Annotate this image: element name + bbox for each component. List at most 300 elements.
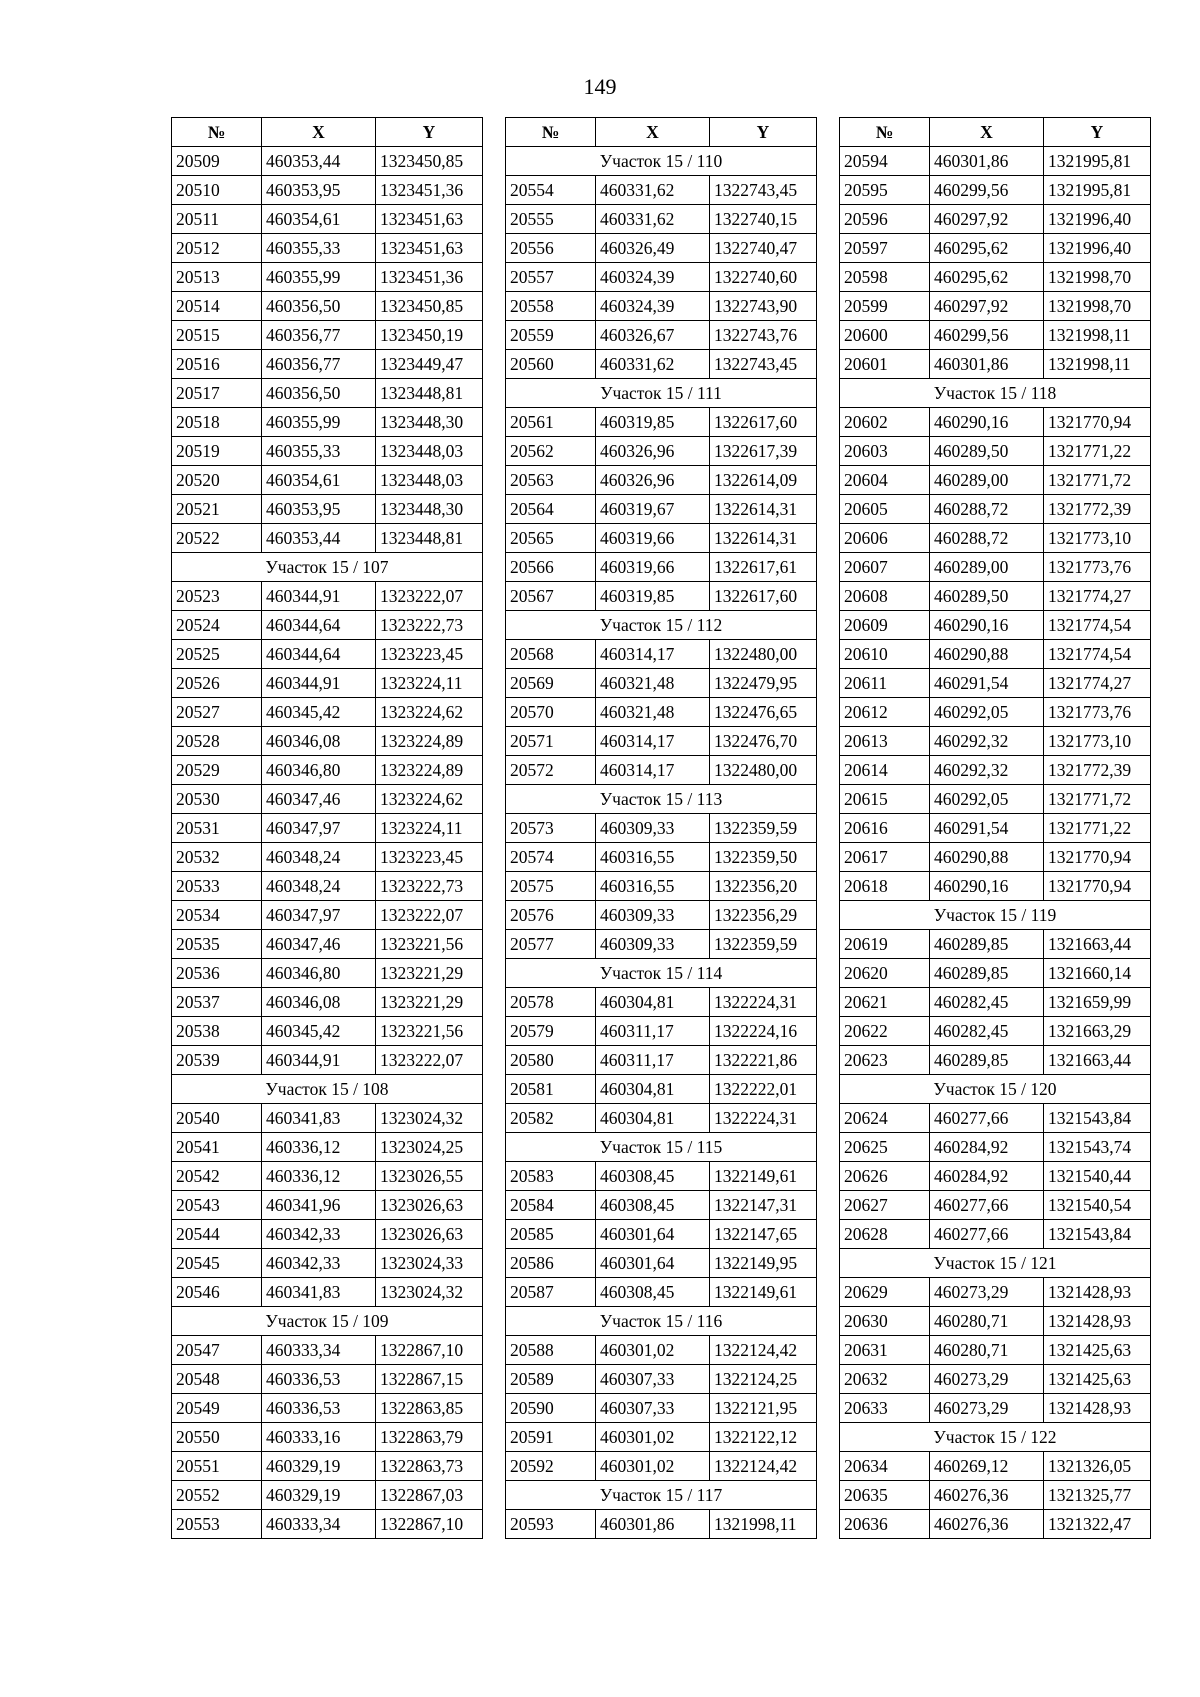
y-coordinate-cell: 1322614,31 bbox=[710, 495, 817, 524]
x-coordinate-cell: 460336,53 bbox=[262, 1365, 376, 1394]
x-coordinate-cell: 460276,36 bbox=[930, 1481, 1044, 1510]
x-coordinate-cell: 460355,99 bbox=[262, 408, 376, 437]
table-row bbox=[172, 1249, 483, 1278]
x-coordinate-cell: 460346,80 bbox=[262, 756, 376, 785]
table-row bbox=[172, 1162, 483, 1191]
table-row bbox=[172, 1336, 483, 1365]
table-row bbox=[840, 814, 1151, 843]
y-coordinate-cell: 1321998,70 bbox=[1044, 263, 1151, 292]
y-coordinate-cell: 1321772,39 bbox=[1044, 495, 1151, 524]
table-row bbox=[840, 408, 1151, 437]
y-coordinate-cell: 1322121,95 bbox=[710, 1394, 817, 1423]
point-number-cell: 20538 bbox=[172, 1017, 262, 1046]
point-number-cell: 20610 bbox=[840, 640, 930, 669]
point-number-cell: 20549 bbox=[172, 1394, 262, 1423]
point-number-cell: 20555 bbox=[506, 205, 596, 234]
y-coordinate-cell: 1322224,31 bbox=[710, 988, 817, 1017]
x-coordinate-cell: 460345,42 bbox=[262, 698, 376, 727]
x-coordinate-cell: 460297,92 bbox=[930, 205, 1044, 234]
y-coordinate-cell: 1321540,54 bbox=[1044, 1191, 1151, 1220]
x-coordinate-cell: 460301,86 bbox=[930, 350, 1044, 379]
table-row bbox=[506, 1162, 817, 1191]
point-number-cell: 20625 bbox=[840, 1133, 930, 1162]
y-coordinate-cell: 1323448,81 bbox=[376, 524, 483, 553]
section-row bbox=[506, 379, 817, 408]
point-number-cell: 20537 bbox=[172, 988, 262, 1017]
table-row bbox=[506, 988, 817, 1017]
y-coordinate-cell: 1321771,22 bbox=[1044, 814, 1151, 843]
y-coordinate-cell: 1323224,11 bbox=[376, 669, 483, 698]
table-row bbox=[506, 640, 817, 669]
x-coordinate-cell: 460353,44 bbox=[262, 147, 376, 176]
y-coordinate-cell: 1321773,10 bbox=[1044, 727, 1151, 756]
point-number-cell: 20523 bbox=[172, 582, 262, 611]
y-coordinate-cell: 1323451,63 bbox=[376, 234, 483, 263]
point-number-cell: 20540 bbox=[172, 1104, 262, 1133]
y-coordinate-cell: 1321660,14 bbox=[1044, 959, 1151, 988]
section-title: Участок 15 / 111 bbox=[506, 379, 817, 408]
section-row bbox=[506, 147, 817, 176]
point-number-cell: 20557 bbox=[506, 263, 596, 292]
x-coordinate-cell: 460354,61 bbox=[262, 205, 376, 234]
point-number-cell: 20620 bbox=[840, 959, 930, 988]
table-row bbox=[840, 785, 1151, 814]
point-number-cell: 20565 bbox=[506, 524, 596, 553]
table-row bbox=[172, 640, 483, 669]
section-title: Участок 15 / 109 bbox=[172, 1307, 483, 1336]
table-row bbox=[506, 930, 817, 959]
y-coordinate-cell: 1321774,27 bbox=[1044, 669, 1151, 698]
section-row bbox=[506, 1133, 817, 1162]
table-row bbox=[506, 1336, 817, 1365]
x-coordinate-cell: 460356,77 bbox=[262, 321, 376, 350]
table-row bbox=[840, 1191, 1151, 1220]
x-coordinate-cell: 460295,62 bbox=[930, 263, 1044, 292]
x-coordinate-cell: 460277,66 bbox=[930, 1220, 1044, 1249]
table-row bbox=[172, 669, 483, 698]
point-number-cell: 20534 bbox=[172, 901, 262, 930]
table-row bbox=[840, 1104, 1151, 1133]
x-coordinate-cell: 460326,96 bbox=[596, 437, 710, 466]
x-coordinate-cell: 460353,44 bbox=[262, 524, 376, 553]
y-coordinate-cell: 1322224,16 bbox=[710, 1017, 817, 1046]
y-coordinate-cell: 1321663,29 bbox=[1044, 1017, 1151, 1046]
x-coordinate-cell: 460355,33 bbox=[262, 437, 376, 466]
x-coordinate-cell: 460282,45 bbox=[930, 1017, 1044, 1046]
y-coordinate-cell: 1322149,95 bbox=[710, 1249, 817, 1278]
point-number-cell: 20532 bbox=[172, 843, 262, 872]
point-number-cell: 20601 bbox=[840, 350, 930, 379]
x-coordinate-cell: 460319,66 bbox=[596, 524, 710, 553]
table-row bbox=[506, 1017, 817, 1046]
table-row bbox=[506, 727, 817, 756]
header-y: Y bbox=[1044, 118, 1151, 147]
x-coordinate-cell: 460346,08 bbox=[262, 727, 376, 756]
x-coordinate-cell: 460314,17 bbox=[596, 756, 710, 785]
y-coordinate-cell: 1323449,47 bbox=[376, 350, 483, 379]
point-number-cell: 20623 bbox=[840, 1046, 930, 1075]
x-coordinate-cell: 460288,72 bbox=[930, 524, 1044, 553]
y-coordinate-cell: 1322867,10 bbox=[376, 1336, 483, 1365]
section-row bbox=[840, 1075, 1151, 1104]
x-coordinate-cell: 460304,81 bbox=[596, 988, 710, 1017]
table-row bbox=[506, 582, 817, 611]
y-coordinate-cell: 1321543,84 bbox=[1044, 1104, 1151, 1133]
y-coordinate-cell: 1322617,39 bbox=[710, 437, 817, 466]
table-row bbox=[172, 1510, 483, 1539]
table-row bbox=[172, 1220, 483, 1249]
x-coordinate-cell: 460273,29 bbox=[930, 1278, 1044, 1307]
table-row bbox=[506, 814, 817, 843]
point-number-cell: 20520 bbox=[172, 466, 262, 495]
table-row bbox=[172, 582, 483, 611]
y-coordinate-cell: 1322480,00 bbox=[710, 640, 817, 669]
header-x: X bbox=[596, 118, 710, 147]
y-coordinate-cell: 1321995,81 bbox=[1044, 176, 1151, 205]
table-row bbox=[506, 524, 817, 553]
x-coordinate-cell: 460344,91 bbox=[262, 669, 376, 698]
y-coordinate-cell: 1323221,29 bbox=[376, 959, 483, 988]
table-row bbox=[506, 292, 817, 321]
table-row bbox=[840, 234, 1151, 263]
table-row bbox=[840, 437, 1151, 466]
y-coordinate-cell: 1322476,70 bbox=[710, 727, 817, 756]
y-coordinate-cell: 1323026,63 bbox=[376, 1191, 483, 1220]
point-number-cell: 20575 bbox=[506, 872, 596, 901]
table-row bbox=[840, 640, 1151, 669]
table-row bbox=[506, 669, 817, 698]
y-coordinate-cell: 1321543,84 bbox=[1044, 1220, 1151, 1249]
point-number-cell: 20602 bbox=[840, 408, 930, 437]
table-row bbox=[506, 1510, 817, 1539]
point-number-cell: 20527 bbox=[172, 698, 262, 727]
y-coordinate-cell: 1322147,31 bbox=[710, 1191, 817, 1220]
x-coordinate-cell: 460353,95 bbox=[262, 495, 376, 524]
y-coordinate-cell: 1323222,07 bbox=[376, 582, 483, 611]
y-coordinate-cell: 1321428,93 bbox=[1044, 1278, 1151, 1307]
point-number-cell: 20516 bbox=[172, 350, 262, 379]
table-row bbox=[840, 1278, 1151, 1307]
x-coordinate-cell: 460299,56 bbox=[930, 321, 1044, 350]
y-coordinate-cell: 1321998,70 bbox=[1044, 292, 1151, 321]
x-coordinate-cell: 460356,50 bbox=[262, 379, 376, 408]
y-coordinate-cell: 1321773,10 bbox=[1044, 524, 1151, 553]
point-number-cell: 20513 bbox=[172, 263, 262, 292]
x-coordinate-cell: 460333,34 bbox=[262, 1336, 376, 1365]
point-number-cell: 20531 bbox=[172, 814, 262, 843]
table-row bbox=[840, 1017, 1151, 1046]
point-number-cell: 20550 bbox=[172, 1423, 262, 1452]
x-coordinate-cell: 460290,16 bbox=[930, 872, 1044, 901]
x-coordinate-cell: 460273,29 bbox=[930, 1365, 1044, 1394]
point-number-cell: 20632 bbox=[840, 1365, 930, 1394]
y-coordinate-cell: 1321771,72 bbox=[1044, 785, 1151, 814]
y-coordinate-cell: 1323222,07 bbox=[376, 901, 483, 930]
table-row bbox=[840, 1365, 1151, 1394]
header-y: Y bbox=[376, 118, 483, 147]
y-coordinate-cell: 1323224,62 bbox=[376, 698, 483, 727]
section-row bbox=[840, 901, 1151, 930]
y-coordinate-cell: 1321326,05 bbox=[1044, 1452, 1151, 1481]
table-row bbox=[172, 321, 483, 350]
table-row bbox=[172, 814, 483, 843]
y-coordinate-cell: 1323223,45 bbox=[376, 843, 483, 872]
x-coordinate-cell: 460280,71 bbox=[930, 1336, 1044, 1365]
y-coordinate-cell: 1322480,00 bbox=[710, 756, 817, 785]
point-number-cell: 20539 bbox=[172, 1046, 262, 1075]
header-number: № bbox=[506, 118, 596, 147]
table-row bbox=[172, 1423, 483, 1452]
y-coordinate-cell: 1321425,63 bbox=[1044, 1365, 1151, 1394]
x-coordinate-cell: 460289,00 bbox=[930, 466, 1044, 495]
section-row bbox=[840, 379, 1151, 408]
y-coordinate-cell: 1321770,94 bbox=[1044, 843, 1151, 872]
x-coordinate-cell: 460292,05 bbox=[930, 785, 1044, 814]
point-number-cell: 20608 bbox=[840, 582, 930, 611]
table-row bbox=[840, 292, 1151, 321]
table-row bbox=[506, 437, 817, 466]
y-coordinate-cell: 1321774,54 bbox=[1044, 640, 1151, 669]
table-row bbox=[172, 234, 483, 263]
y-coordinate-cell: 1322476,65 bbox=[710, 698, 817, 727]
x-coordinate-cell: 460347,46 bbox=[262, 930, 376, 959]
table-row bbox=[506, 466, 817, 495]
point-number-cell: 20524 bbox=[172, 611, 262, 640]
point-number-cell: 20545 bbox=[172, 1249, 262, 1278]
y-coordinate-cell: 1322224,31 bbox=[710, 1104, 817, 1133]
x-coordinate-cell: 460314,17 bbox=[596, 727, 710, 756]
x-coordinate-cell: 460326,96 bbox=[596, 466, 710, 495]
table-row bbox=[506, 1220, 817, 1249]
y-coordinate-cell: 1322359,59 bbox=[710, 814, 817, 843]
y-coordinate-cell: 1321770,94 bbox=[1044, 872, 1151, 901]
y-coordinate-cell: 1322867,03 bbox=[376, 1481, 483, 1510]
point-number-cell: 20551 bbox=[172, 1452, 262, 1481]
point-number-cell: 20529 bbox=[172, 756, 262, 785]
x-coordinate-cell: 460308,45 bbox=[596, 1278, 710, 1307]
y-coordinate-cell: 1322863,85 bbox=[376, 1394, 483, 1423]
x-coordinate-cell: 460289,50 bbox=[930, 582, 1044, 611]
table-row bbox=[172, 843, 483, 872]
table-row bbox=[840, 582, 1151, 611]
table-row bbox=[172, 263, 483, 292]
table-row bbox=[840, 176, 1151, 205]
table-row bbox=[840, 611, 1151, 640]
y-coordinate-cell: 1322147,65 bbox=[710, 1220, 817, 1249]
point-number-cell: 20613 bbox=[840, 727, 930, 756]
table-row bbox=[172, 1191, 483, 1220]
point-number-cell: 20631 bbox=[840, 1336, 930, 1365]
table-row bbox=[172, 1133, 483, 1162]
y-coordinate-cell: 1322149,61 bbox=[710, 1278, 817, 1307]
point-number-cell: 20512 bbox=[172, 234, 262, 263]
point-number-cell: 20517 bbox=[172, 379, 262, 408]
table-row bbox=[172, 1481, 483, 1510]
x-coordinate-cell: 460331,62 bbox=[596, 350, 710, 379]
y-coordinate-cell: 1322743,45 bbox=[710, 350, 817, 379]
y-coordinate-cell: 1321663,44 bbox=[1044, 1046, 1151, 1075]
x-coordinate-cell: 460348,24 bbox=[262, 843, 376, 872]
x-coordinate-cell: 460289,00 bbox=[930, 553, 1044, 582]
x-coordinate-cell: 460331,62 bbox=[596, 176, 710, 205]
table-row bbox=[840, 1162, 1151, 1191]
section-title: Участок 15 / 120 bbox=[840, 1075, 1151, 1104]
point-number-cell: 20530 bbox=[172, 785, 262, 814]
point-number-cell: 20598 bbox=[840, 263, 930, 292]
section-row bbox=[506, 959, 817, 988]
point-number-cell: 20580 bbox=[506, 1046, 596, 1075]
x-coordinate-cell: 460301,02 bbox=[596, 1423, 710, 1452]
y-coordinate-cell: 1321996,40 bbox=[1044, 234, 1151, 263]
point-number-cell: 20626 bbox=[840, 1162, 930, 1191]
y-coordinate-cell: 1321998,11 bbox=[1044, 321, 1151, 350]
x-coordinate-cell: 460341,96 bbox=[262, 1191, 376, 1220]
point-number-cell: 20615 bbox=[840, 785, 930, 814]
x-coordinate-cell: 460347,97 bbox=[262, 814, 376, 843]
y-coordinate-cell: 1322359,50 bbox=[710, 843, 817, 872]
table-row bbox=[840, 524, 1151, 553]
x-coordinate-cell: 460336,12 bbox=[262, 1162, 376, 1191]
point-number-cell: 20595 bbox=[840, 176, 930, 205]
point-number-cell: 20548 bbox=[172, 1365, 262, 1394]
y-coordinate-cell: 1323024,32 bbox=[376, 1278, 483, 1307]
x-coordinate-cell: 460269,12 bbox=[930, 1452, 1044, 1481]
x-coordinate-cell: 460347,46 bbox=[262, 785, 376, 814]
y-coordinate-cell: 1323448,30 bbox=[376, 495, 483, 524]
section-title: Участок 15 / 122 bbox=[840, 1423, 1151, 1452]
table-row bbox=[506, 1104, 817, 1133]
point-number-cell: 20554 bbox=[506, 176, 596, 205]
x-coordinate-cell: 460304,81 bbox=[596, 1075, 710, 1104]
table-row bbox=[506, 1365, 817, 1394]
x-coordinate-cell: 460309,33 bbox=[596, 930, 710, 959]
point-number-cell: 20573 bbox=[506, 814, 596, 843]
y-coordinate-cell: 1323026,63 bbox=[376, 1220, 483, 1249]
point-number-cell: 20590 bbox=[506, 1394, 596, 1423]
point-number-cell: 20553 bbox=[172, 1510, 262, 1539]
point-number-cell: 20569 bbox=[506, 669, 596, 698]
x-coordinate-cell: 460292,32 bbox=[930, 727, 1044, 756]
point-number-cell: 20563 bbox=[506, 466, 596, 495]
point-number-cell: 20547 bbox=[172, 1336, 262, 1365]
y-coordinate-cell: 1321659,99 bbox=[1044, 988, 1151, 1017]
section-title: Участок 15 / 115 bbox=[506, 1133, 817, 1162]
table-row bbox=[840, 698, 1151, 727]
x-coordinate-cell: 460297,92 bbox=[930, 292, 1044, 321]
y-coordinate-cell: 1323450,85 bbox=[376, 292, 483, 321]
x-coordinate-cell: 460333,16 bbox=[262, 1423, 376, 1452]
point-number-cell: 20544 bbox=[172, 1220, 262, 1249]
table-row bbox=[172, 292, 483, 321]
table-row bbox=[506, 1075, 817, 1104]
point-number-cell: 20605 bbox=[840, 495, 930, 524]
section-title: Участок 15 / 108 bbox=[172, 1075, 483, 1104]
x-coordinate-cell: 460319,85 bbox=[596, 408, 710, 437]
table-row bbox=[506, 843, 817, 872]
x-coordinate-cell: 460333,34 bbox=[262, 1510, 376, 1539]
y-coordinate-cell: 1322149,61 bbox=[710, 1162, 817, 1191]
y-coordinate-cell: 1321774,27 bbox=[1044, 582, 1151, 611]
table-body bbox=[840, 147, 1151, 1539]
table-row bbox=[506, 698, 817, 727]
point-number-cell: 20582 bbox=[506, 1104, 596, 1133]
x-coordinate-cell: 460326,67 bbox=[596, 321, 710, 350]
y-coordinate-cell: 1321772,39 bbox=[1044, 756, 1151, 785]
point-number-cell: 20584 bbox=[506, 1191, 596, 1220]
point-number-cell: 20603 bbox=[840, 437, 930, 466]
table-row bbox=[506, 553, 817, 582]
point-number-cell: 20627 bbox=[840, 1191, 930, 1220]
point-number-cell: 20635 bbox=[840, 1481, 930, 1510]
table-row bbox=[840, 669, 1151, 698]
x-coordinate-cell: 460311,17 bbox=[596, 1017, 710, 1046]
x-coordinate-cell: 460280,71 bbox=[930, 1307, 1044, 1336]
point-number-cell: 20552 bbox=[172, 1481, 262, 1510]
y-coordinate-cell: 1321428,93 bbox=[1044, 1394, 1151, 1423]
x-coordinate-cell: 460321,48 bbox=[596, 698, 710, 727]
y-coordinate-cell: 1323221,56 bbox=[376, 1017, 483, 1046]
x-coordinate-cell: 460316,55 bbox=[596, 843, 710, 872]
x-coordinate-cell: 460344,91 bbox=[262, 582, 376, 611]
y-coordinate-cell: 1322617,60 bbox=[710, 582, 817, 611]
y-coordinate-cell: 1322743,90 bbox=[710, 292, 817, 321]
table-row bbox=[840, 1510, 1151, 1539]
table-row bbox=[840, 466, 1151, 495]
x-coordinate-cell: 460295,62 bbox=[930, 234, 1044, 263]
x-coordinate-cell: 460319,67 bbox=[596, 495, 710, 524]
header-number: № bbox=[172, 118, 262, 147]
table-row bbox=[506, 1278, 817, 1307]
y-coordinate-cell: 1323221,56 bbox=[376, 930, 483, 959]
x-coordinate-cell: 460304,81 bbox=[596, 1104, 710, 1133]
x-coordinate-cell: 460341,83 bbox=[262, 1278, 376, 1307]
point-number-cell: 20543 bbox=[172, 1191, 262, 1220]
point-number-cell: 20634 bbox=[840, 1452, 930, 1481]
table-row bbox=[506, 1452, 817, 1481]
point-number-cell: 20568 bbox=[506, 640, 596, 669]
x-coordinate-cell: 460301,02 bbox=[596, 1452, 710, 1481]
point-number-cell: 20578 bbox=[506, 988, 596, 1017]
y-coordinate-cell: 1322359,59 bbox=[710, 930, 817, 959]
table-row bbox=[840, 727, 1151, 756]
table-row bbox=[506, 1249, 817, 1278]
coordinate-table-1 bbox=[171, 117, 483, 1539]
x-coordinate-cell: 460324,39 bbox=[596, 292, 710, 321]
table-row bbox=[506, 872, 817, 901]
table-row bbox=[840, 756, 1151, 785]
table-row bbox=[172, 437, 483, 466]
coordinate-table-2 bbox=[505, 117, 817, 1539]
x-coordinate-cell: 460291,54 bbox=[930, 669, 1044, 698]
table-header-row bbox=[840, 118, 1151, 147]
table-row bbox=[172, 1104, 483, 1133]
table-row bbox=[840, 843, 1151, 872]
point-number-cell: 20559 bbox=[506, 321, 596, 350]
point-number-cell: 20514 bbox=[172, 292, 262, 321]
section-row bbox=[506, 1481, 817, 1510]
y-coordinate-cell: 1321325,77 bbox=[1044, 1481, 1151, 1510]
point-number-cell: 20581 bbox=[506, 1075, 596, 1104]
x-coordinate-cell: 460316,55 bbox=[596, 872, 710, 901]
y-coordinate-cell: 1323448,03 bbox=[376, 437, 483, 466]
table-row bbox=[840, 1133, 1151, 1162]
table-row bbox=[172, 524, 483, 553]
table-row bbox=[840, 205, 1151, 234]
x-coordinate-cell: 460291,54 bbox=[930, 814, 1044, 843]
table-row bbox=[840, 1452, 1151, 1481]
x-coordinate-cell: 460354,61 bbox=[262, 466, 376, 495]
y-coordinate-cell: 1322743,76 bbox=[710, 321, 817, 350]
